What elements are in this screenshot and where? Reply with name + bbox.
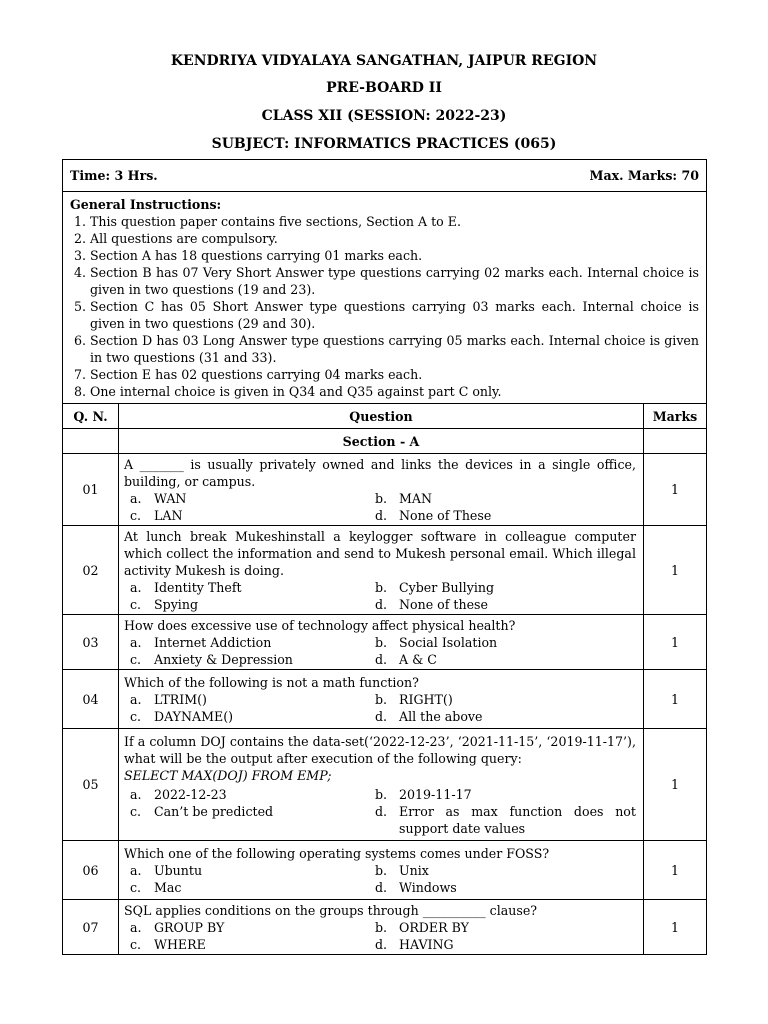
option [369, 634, 636, 651]
option-text: Identity Theft [154, 579, 242, 595]
option [124, 490, 369, 507]
option [369, 490, 636, 507]
question-marks: 1 [643, 670, 706, 729]
option-text: Cyber Bullying [399, 579, 495, 595]
question-number: 06 [63, 841, 119, 900]
question-row [63, 841, 707, 900]
option-text: Mac [154, 879, 182, 895]
option-text: ORDER BY [399, 919, 469, 935]
instruction-item: 4. Section B has 07 Very Short Answer type questions carrying 02 marks each. Internal choice is given in two questions (19 and 23). [90, 264, 699, 298]
option-text: All the above [399, 708, 483, 724]
question-row [63, 900, 707, 955]
question-text: A _______ is usually privately owned and links the devices in a single office, building, or campus. [124, 456, 636, 489]
question-number: 05 [63, 729, 119, 841]
question-number: 01 [63, 454, 119, 526]
option [369, 507, 636, 524]
option-text: MAN [399, 490, 433, 506]
option-letter: a. [130, 691, 142, 707]
meta-row [63, 160, 707, 192]
option [369, 651, 636, 668]
option-text: None of these [399, 596, 488, 612]
col-header-question: Question [119, 404, 644, 429]
question-number: 02 [63, 526, 119, 615]
option-letter: b. [375, 786, 388, 802]
table-header-row [63, 404, 707, 429]
option [124, 596, 369, 613]
question-text: If a column DOJ contains the data-set(‘2022-12-23’, ‘2021-11-15’, ‘2019-11-17’), what will be the output after execution of the following query: [124, 733, 636, 766]
option-letter: c. [130, 651, 142, 667]
question-text: At lunch break Mukeshinstall a keylogger software in colleague computer which collect the information and send to Mukesh personal email. Which illegal activity Mukesh is doing. [124, 528, 636, 578]
option-letter: b. [375, 862, 388, 878]
option-text: 2019-11-17 [399, 786, 472, 802]
option-text: 2022-12-23 [154, 786, 227, 802]
option-letter: b. [375, 634, 388, 650]
option [124, 786, 369, 803]
instruction-item: 8. One internal choice is given in Q34 and Q35 against part C only. [90, 383, 699, 400]
col-header-qn: Q. N. [63, 404, 119, 429]
header-exam: PRE-BOARD II [326, 80, 442, 96]
question-text: Which one of the following operating systems comes under FOSS? [124, 845, 550, 861]
instruction-item: 3. Section A has 18 questions carrying 01 marks each. [90, 247, 699, 264]
header-class: CLASS XII (SESSION: 2022-23) [261, 108, 507, 124]
option-text: DAYNAME() [154, 708, 234, 724]
option-text: Spying [154, 596, 199, 612]
option [124, 579, 369, 596]
question-row [63, 670, 707, 729]
question-row [63, 454, 707, 526]
question-text: SQL applies conditions on the groups through __________ clause? [124, 902, 538, 918]
option-letter: b. [375, 579, 388, 595]
option-text: WAN [154, 490, 187, 506]
question-marks: 1 [643, 729, 706, 841]
option-letter: d. [375, 936, 388, 952]
option-letter: c. [130, 507, 142, 523]
max-marks-label: Max. Marks: 70 [589, 168, 699, 183]
option-letter: a. [130, 634, 142, 650]
option-text: Anxiety & Depression [154, 651, 293, 667]
option-letter: d. [375, 708, 388, 724]
option [369, 936, 636, 953]
option-text: LTRIM() [154, 691, 207, 707]
option [124, 651, 369, 668]
question-marks: 1 [643, 900, 706, 955]
instruction-item: 7. Section E has 02 questions carrying 04 marks each. [90, 366, 699, 383]
option [124, 803, 369, 837]
question-marks: 1 [643, 841, 706, 900]
option [124, 879, 369, 896]
question-number: 03 [63, 615, 119, 670]
option-letter: c. [130, 803, 142, 819]
question-marks: 1 [643, 615, 706, 670]
sql-query: SELECT MAX(DOJ) FROM EMP; [124, 767, 332, 783]
option-letter: a. [130, 862, 142, 878]
col-header-marks: Marks [643, 404, 706, 429]
option-text: Error as max function does not support date values [399, 803, 636, 836]
option-text: RIGHT() [399, 691, 453, 707]
option [124, 691, 369, 708]
time-label: Time: 3 Hrs. [70, 168, 158, 183]
option [124, 862, 369, 879]
option [369, 579, 636, 596]
general-instructions [63, 192, 707, 404]
option-letter: d. [375, 651, 388, 667]
option [124, 919, 369, 936]
option-letter: a. [130, 490, 142, 506]
option [369, 919, 636, 936]
option-letter: d. [375, 879, 388, 895]
option-text: Can’t be predicted [154, 803, 274, 819]
option [124, 507, 369, 524]
question-text: Which of the following is not a math function? [124, 674, 419, 690]
option-text: Ubuntu [154, 862, 203, 878]
option [369, 786, 636, 803]
question-row [63, 615, 707, 670]
option-letter: a. [130, 919, 142, 935]
option [369, 803, 636, 837]
option-text: None of These [399, 507, 492, 523]
option-text: Windows [399, 879, 457, 895]
option-letter: d. [375, 507, 388, 523]
option-letter: b. [375, 691, 388, 707]
option [369, 596, 636, 613]
instruction-item: 1. This question paper contains five sections, Section A to E. [90, 213, 699, 230]
question-marks: 1 [643, 526, 706, 615]
option [124, 708, 369, 725]
option-text: Unix [399, 862, 429, 878]
option-letter: b. [375, 919, 388, 935]
option-letter: a. [130, 786, 142, 802]
section-title: Section - A [119, 429, 644, 454]
option [124, 634, 369, 651]
option-letter: c. [130, 936, 142, 952]
option [369, 862, 636, 879]
option-letter: c. [130, 879, 142, 895]
question-text: How does excessive use of technology affect physical health? [124, 617, 516, 633]
option-text: A & C [399, 651, 437, 667]
question-row [63, 729, 707, 841]
option [369, 879, 636, 896]
option-text: HAVING [399, 936, 454, 952]
option-text: Internet Addiction [154, 634, 272, 650]
instruction-item: 6. Section D has 03 Long Answer type questions carrying 05 marks each. Internal choice is given in two questions (31 and 33). [90, 332, 699, 366]
option-text: LAN [154, 507, 183, 523]
option [124, 936, 369, 953]
question-number: 04 [63, 670, 119, 729]
instructions-title: General Instructions: [70, 197, 222, 212]
option [369, 691, 636, 708]
option-letter: b. [375, 490, 388, 506]
option-letter: d. [375, 596, 388, 612]
option-letter: c. [130, 708, 142, 724]
option [369, 708, 636, 725]
question-row [63, 526, 707, 615]
header-org: KENDRIYA VIDYALAYA SANGATHAN, JAIPUR REGION [170, 53, 598, 69]
option-text: WHERE [154, 936, 206, 952]
question-marks: 1 [643, 454, 706, 526]
option-text: Social Isolation [399, 634, 498, 650]
instruction-item: 2. All questions are compulsory. [90, 230, 699, 247]
instruction-item: 5. Section C has 05 Short Answer type questions carrying 03 marks each. Internal choice is given in two questions (29 and 30). [90, 298, 699, 332]
question-paper-table [62, 159, 707, 955]
option-letter: c. [130, 596, 142, 612]
option-text: GROUP BY [154, 919, 225, 935]
header-subject: SUBJECT: INFORMATICS PRACTICES (065) [211, 136, 557, 152]
question-number: 07 [63, 900, 119, 955]
option-letter: a. [130, 579, 142, 595]
option-letter: d. [375, 803, 388, 819]
